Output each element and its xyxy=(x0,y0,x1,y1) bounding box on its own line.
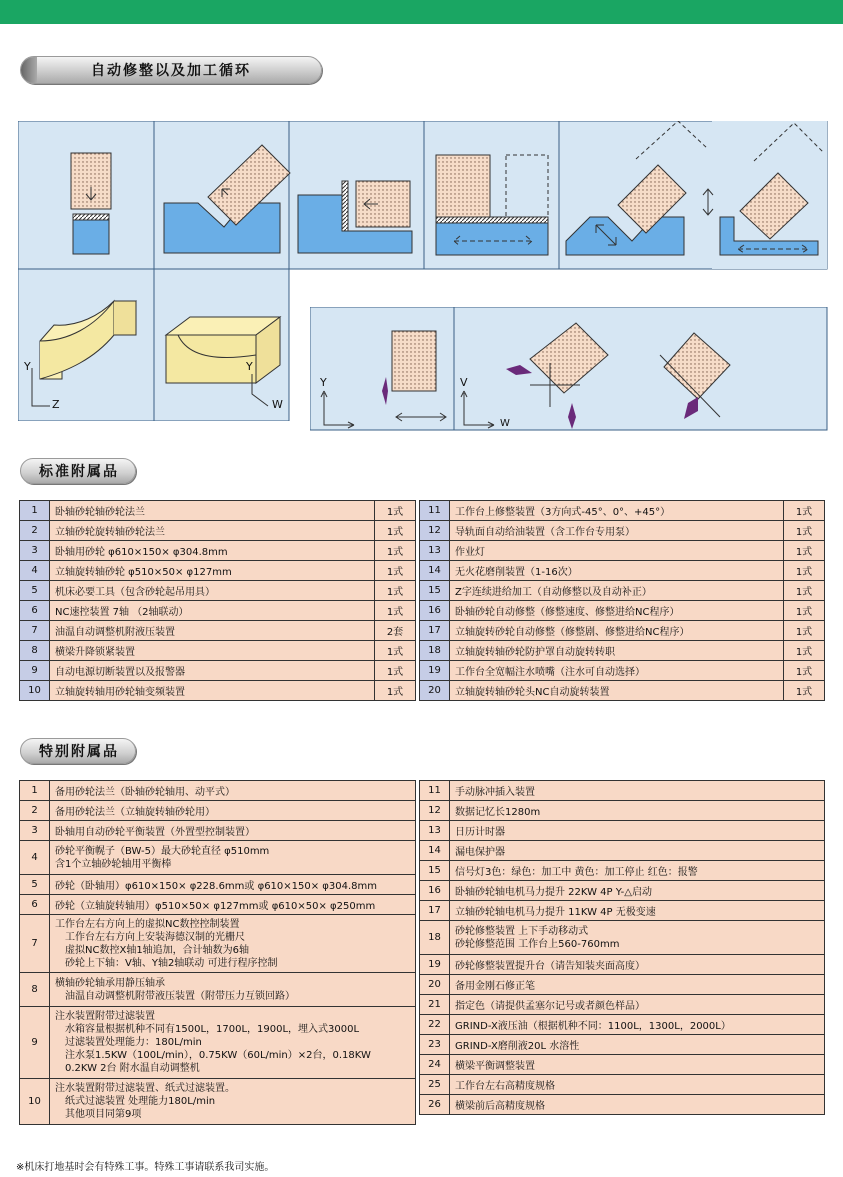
table-row xyxy=(420,501,825,521)
top-green-bar xyxy=(0,0,843,24)
table-row xyxy=(420,641,825,661)
table-row xyxy=(420,1095,825,1115)
row-number: 23 xyxy=(420,1035,450,1055)
row-item: 立轴砂轮旋转轴砂轮法兰 xyxy=(50,521,375,541)
row-qty: 1式 xyxy=(784,541,825,561)
table-row xyxy=(420,541,825,561)
row-item: 导轨面自动给油装置（含工作台专用泵） xyxy=(450,521,784,541)
row-item: 工作台左右高精度规格 xyxy=(450,1075,825,1095)
row-number: 6 xyxy=(20,895,50,915)
row-number: 10 xyxy=(20,681,50,701)
table-row xyxy=(420,901,825,921)
table-row xyxy=(20,601,416,621)
row-item: 卧轴用砂轮 φ610×150× φ304.8mm xyxy=(50,541,375,561)
row-number: 9 xyxy=(20,1007,50,1079)
row-item: Z字连续进给加工（自动修整以及自动补正） xyxy=(450,581,784,601)
table-row xyxy=(420,1075,825,1095)
standard-table-right xyxy=(419,500,825,701)
row-number: 21 xyxy=(420,995,450,1015)
table-row xyxy=(420,1055,825,1075)
table-row xyxy=(20,801,416,821)
row-item: 数据记忆长1280m xyxy=(450,801,825,821)
axis-label-y1: Y xyxy=(24,360,31,373)
table-row xyxy=(420,781,825,801)
table-row xyxy=(420,841,825,861)
row-number: 3 xyxy=(20,541,50,561)
table-row xyxy=(420,681,825,701)
axis-label-w2: W xyxy=(500,418,510,429)
table-row xyxy=(20,1079,416,1125)
row-item: 横梁平衡调整装置 xyxy=(450,1055,825,1075)
table-row xyxy=(20,501,416,521)
row-item: NC速控装置 7轴 （2轴联动） xyxy=(50,601,375,621)
row-number: 17 xyxy=(420,621,450,641)
row-number: 25 xyxy=(420,1075,450,1095)
row-number: 5 xyxy=(20,581,50,601)
section-title-text: 自动修整以及加工循环 xyxy=(91,63,251,79)
table-row xyxy=(20,621,416,641)
row-qty: 1式 xyxy=(784,501,825,521)
section-title-cycle xyxy=(20,56,322,84)
row-number: 4 xyxy=(20,841,50,875)
row-item: 砂轮平衡幌子（BW-5）最大砂轮直径 φ510mm 含1个立轴砂轮轴用平衡棒 xyxy=(50,841,416,875)
row-item: 砂轮修整装置提升台（请告知装夹面高度） xyxy=(450,955,825,975)
row-number: 15 xyxy=(420,581,450,601)
row-item: 工作台全宽幅注水喷嘴（注水可自动选择） xyxy=(450,661,784,681)
row-qty: 1式 xyxy=(784,621,825,641)
row-number: 16 xyxy=(420,881,450,901)
row-item: 备用砂轮法兰（立轴旋转轴砂轮用） xyxy=(50,801,416,821)
table-row xyxy=(420,881,825,901)
axis-label-y2: Y xyxy=(246,360,253,373)
table-row xyxy=(420,821,825,841)
axis-label-v: V xyxy=(460,376,468,389)
row-item: 日历计时器 xyxy=(450,821,825,841)
row-qty: 1式 xyxy=(784,601,825,621)
row-qty: 1式 xyxy=(375,501,416,521)
row-qty: 2套 xyxy=(375,621,416,641)
table-row xyxy=(20,641,416,661)
axis-yw xyxy=(240,372,300,412)
standard-title: 标准附属品 xyxy=(20,458,136,484)
special-table-left xyxy=(19,780,416,1125)
row-number: 8 xyxy=(20,641,50,661)
row-number: 20 xyxy=(420,975,450,995)
row-number: 6 xyxy=(20,601,50,621)
table-row xyxy=(420,955,825,975)
panel-vertical-plunge xyxy=(71,153,111,254)
row-number: 8 xyxy=(20,973,50,1007)
row-item: 无火花磨削装置（1-16次） xyxy=(450,561,784,581)
table-row xyxy=(420,521,825,541)
table-row xyxy=(20,973,416,1007)
row-item: 立轴旋转轴砂轮头NC自动旋转装置 xyxy=(450,681,784,701)
row-qty: 1式 xyxy=(784,641,825,661)
row-number: 5 xyxy=(20,875,50,895)
row-item: GRIND-X液压油（根据机种不同：1100L，1300L，2000L） xyxy=(450,1015,825,1035)
row-number: 20 xyxy=(420,681,450,701)
row-number: 7 xyxy=(20,621,50,641)
table-row xyxy=(20,821,416,841)
row-item: 砂轮（立轴旋转轴用）φ510×50× φ127mm或 φ610×50× φ250mm xyxy=(50,895,416,915)
table-row xyxy=(420,921,825,955)
row-number: 2 xyxy=(20,521,50,541)
table-row xyxy=(20,541,416,561)
row-number: 10 xyxy=(20,1079,50,1125)
row-number: 19 xyxy=(420,955,450,975)
row-number: 7 xyxy=(20,915,50,973)
row-item: 横梁前后高精度规格 xyxy=(450,1095,825,1115)
row-item: 注水装置附带过滤装置 水箱容量根据机种不同有1500L，1700L，1900L，埋入式3000L 过滤装置处理能力：180L/min 注水泵1.5KW（100L/min），0.75KW（60L/min）×2台，0.18KW 0.2KW 2台 附水温自动调整机 xyxy=(50,1007,416,1079)
row-number: 19 xyxy=(420,661,450,681)
row-qty: 1式 xyxy=(375,681,416,701)
row-item: 作业灯 xyxy=(450,541,784,561)
row-item: 工作台左右方向上的虚拟NC数控控制装置 工作台左右方向上安装海德汉制的光栅尺 虚拟NC数控X轴1轴追加，合计轴数为6轴 砂轮上下轴：V轴、Y轴2轴联动 可进行程序控制 xyxy=(50,915,416,973)
table-row xyxy=(420,801,825,821)
row-number: 15 xyxy=(420,861,450,881)
table-row xyxy=(420,861,825,881)
dressing-diamond-diagram xyxy=(310,307,828,431)
row-number: 13 xyxy=(420,541,450,561)
row-item: 立轴旋转砂轮自动修整（修整剧、修整进给NC程序） xyxy=(450,621,784,641)
special-table-right xyxy=(419,780,825,1115)
axis-label-z: Z xyxy=(52,398,60,411)
row-item: 信号灯3色：绿色：加工中 黄色：加工停止 红色：报警 xyxy=(450,861,825,881)
row-item: 砂轮（卧轴用）φ610×150× φ228.6mm或 φ610×150× φ304.8mm xyxy=(50,875,416,895)
table-row xyxy=(420,581,825,601)
axis-label-w: W xyxy=(272,398,283,411)
row-number: 18 xyxy=(420,921,450,955)
table-row xyxy=(20,915,416,973)
row-item: 卧轴砂轮自动修整（修整速度、修整进给NC程序） xyxy=(450,601,784,621)
table-row xyxy=(20,841,416,875)
pill-cap xyxy=(21,57,37,83)
table-row xyxy=(420,995,825,1015)
row-qty: 1式 xyxy=(375,581,416,601)
row-item: 横梁升降锁紧装置 xyxy=(50,641,375,661)
table-row xyxy=(420,661,825,681)
row-item: 立轴旋转轴砂轮防护罩自动旋转转职 xyxy=(450,641,784,661)
row-number: 12 xyxy=(420,521,450,541)
footnote: ※机床打地基时会有特殊工事。特殊工事请联系我司实施。 xyxy=(16,1162,275,1173)
special-title: 特别附属品 xyxy=(20,738,136,764)
row-item: 卧轴砂轮轴砂轮法兰 xyxy=(50,501,375,521)
table-row xyxy=(20,581,416,601)
row-number: 16 xyxy=(420,601,450,621)
table-row xyxy=(20,781,416,801)
row-number: 26 xyxy=(420,1095,450,1115)
row-item: 漏电保护器 xyxy=(450,841,825,861)
row-item: 机床必要工具（包含砂轮起吊用具） xyxy=(50,581,375,601)
axis-label-y3: Y xyxy=(320,376,327,389)
row-item: 横轴砂轮轴承用静压轴承 油温自动调整机附带液压装置（附带压力互锁回路） xyxy=(50,973,416,1007)
row-item: 砂轮修整装置 上下手动移动式 砂轮修整范围 工作台上560-760mm xyxy=(450,921,825,955)
row-item: 自动电源切断装置以及报警器 xyxy=(50,661,375,681)
row-qty: 1式 xyxy=(375,661,416,681)
row-number: 14 xyxy=(420,561,450,581)
row-item: 指定色（请提供孟塞尔记号或者颜色样品） xyxy=(450,995,825,1015)
row-item: 卧轴用自动砂轮平衡装置（外置型控制装置） xyxy=(50,821,416,841)
row-number: 12 xyxy=(420,801,450,821)
row-number: 14 xyxy=(420,841,450,861)
row-number: 22 xyxy=(420,1015,450,1035)
row-item: 立轴旋转轴用砂轮轴变频装置 xyxy=(50,681,375,701)
row-item: 油温自动调整机附液压装置 xyxy=(50,621,375,641)
table-row xyxy=(420,601,825,621)
row-qty: 1式 xyxy=(375,601,416,621)
row-number: 17 xyxy=(420,901,450,921)
row-number: 13 xyxy=(420,821,450,841)
table-row xyxy=(20,661,416,681)
row-qty: 1式 xyxy=(784,521,825,541)
row-number: 1 xyxy=(20,501,50,521)
table-row xyxy=(420,1015,825,1035)
row-qty: 1式 xyxy=(784,681,825,701)
row-item: 备用金刚石修正笔 xyxy=(450,975,825,995)
row-number: 24 xyxy=(420,1055,450,1075)
row-number: 1 xyxy=(20,781,50,801)
row-item: 立轴砂轮轴电机马力提升 11KW 4P 无极变速 xyxy=(450,901,825,921)
table-row xyxy=(20,1007,416,1079)
row-number: 3 xyxy=(20,821,50,841)
table-row xyxy=(20,561,416,581)
row-qty: 1式 xyxy=(784,561,825,581)
row-number: 4 xyxy=(20,561,50,581)
row-qty: 1式 xyxy=(375,521,416,541)
table-row xyxy=(20,681,416,701)
row-item: 手动脉冲插入装置 xyxy=(450,781,825,801)
table-row xyxy=(420,1035,825,1055)
row-item: 注水装置附带过滤装置、纸式过滤装置。 纸式过滤装置 处理能力180L/min 其他项目同第9项 xyxy=(50,1079,416,1125)
row-item: 立轴旋转轴砂轮 φ510×50× φ127mm xyxy=(50,561,375,581)
row-item: 工作台上修整装置（3方向式-45°、0°、+45°） xyxy=(450,501,784,521)
row-item: GRIND-X磨削液20L 水溶性 xyxy=(450,1035,825,1055)
table-row xyxy=(20,875,416,895)
table-row xyxy=(20,521,416,541)
row-qty: 1式 xyxy=(375,541,416,561)
table-row xyxy=(420,621,825,641)
row-number: 18 xyxy=(420,641,450,661)
row-qty: 1式 xyxy=(784,661,825,681)
row-number: 9 xyxy=(20,661,50,681)
row-number: 11 xyxy=(420,501,450,521)
row-number: 11 xyxy=(420,781,450,801)
row-qty: 1式 xyxy=(784,581,825,601)
row-qty: 1式 xyxy=(375,641,416,661)
table-row xyxy=(420,975,825,995)
row-item: 卧轴砂轮轴电机马力提升 22KW 4P Y-△启动 xyxy=(450,881,825,901)
row-number: 2 xyxy=(20,801,50,821)
table-row xyxy=(420,561,825,581)
table-row xyxy=(20,895,416,915)
row-qty: 1式 xyxy=(375,561,416,581)
row-item: 备用砂轮法兰（卧轴砂轮轴用、动平式） xyxy=(50,781,416,801)
standard-table-left xyxy=(19,500,416,701)
